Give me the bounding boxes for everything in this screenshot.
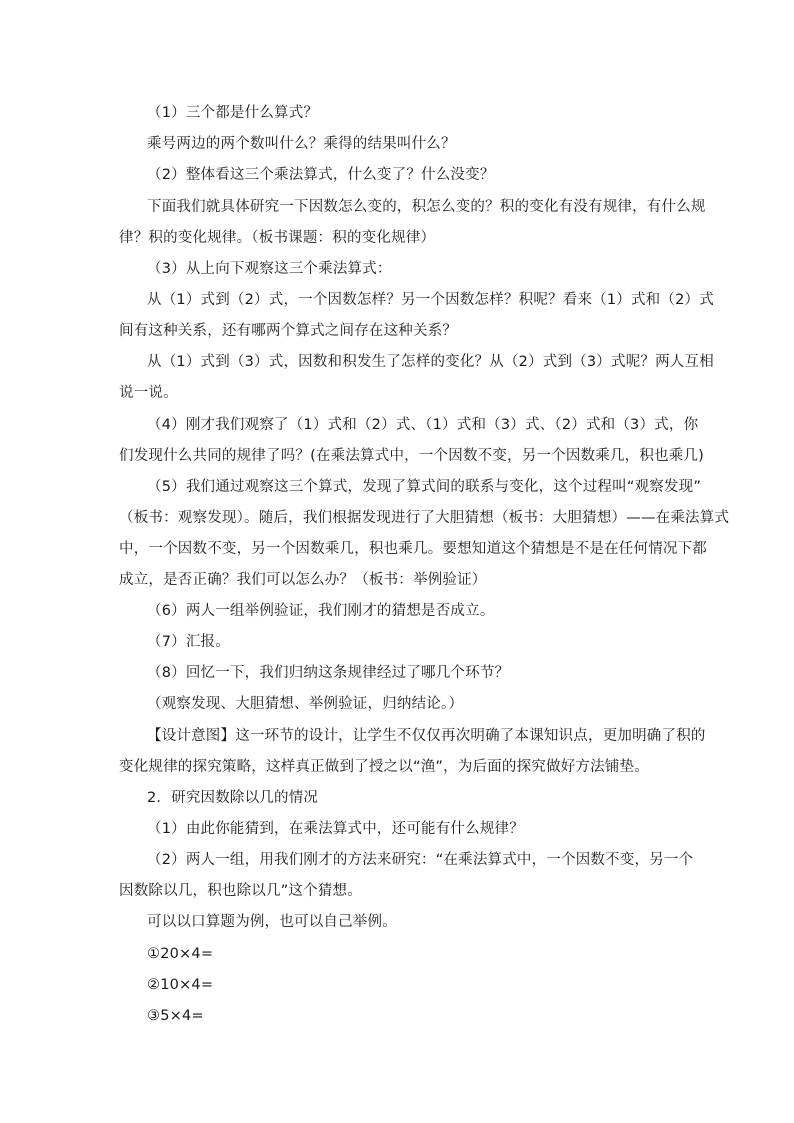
text-line: 间有这种关系，还有哪两个算式之间存在这种关系？ xyxy=(119,323,458,339)
text-line: （4）刚才我们观察了（1）式和（2）式、（1）式和（3）式、（2）式和（3）式，你 xyxy=(147,417,699,433)
text-line: （板书：观察发现）。随后，我们根据发现进行了大胆猜想（板书：大胆猜想）——在乘法算式 xyxy=(119,510,730,526)
text-line: 【设计意图】这一环节的设计，让学生不仅仅再次明确了本课知识点，更加明确了积的 xyxy=(147,728,706,744)
text-line: 从（1）式到（3）式，因数和积发生了怎样的变化？从（2）式到（3）式呢？两人互相 xyxy=(147,354,714,370)
text-line: 律？积的变化规律。（板书课题：积的变化规律） xyxy=(119,230,436,246)
text-line: 从（1）式到（2）式，一个因数怎样？另一个因数怎样？积呢？看来（1）式和（2）式 xyxy=(147,292,714,308)
text-line: 中，一个因数不变，另一个因数乘几，积也乘几。要想知道这个猜想是不是在任何情况下都 xyxy=(119,541,707,557)
text-line: （观察发现、大胆猜想、举例验证，归纳结论。） xyxy=(147,696,464,712)
text-line: （2）整体看这三个乘法算式，什么变了？什么没变？ xyxy=(147,167,495,183)
text-line: 下面我们就具体研究一下因数怎么变的，积怎么变的？积的变化有没有规律，有什么规 xyxy=(147,199,706,215)
text-line: （1）三个都是什么算式？ xyxy=(147,105,319,121)
text-line: 变化规律的探究策略，这样真正做到了授之以“渔”，为后面的探究做好方法铺垫。 xyxy=(119,759,649,775)
text-line: 因数除以几，积也除以几”这个猜想。 xyxy=(119,883,362,899)
text-line: （5）我们通过观察这三个算式，发现了算式间的联系与变化，这个过程叫“观察发现” xyxy=(147,479,702,495)
text-line: （7）汇报。 xyxy=(147,634,230,650)
text-line: （3）从上向下观察这三个乘法算式： xyxy=(147,261,392,277)
text-line: （1）由此你能猜到，在乘法算式中，还可能有什么规律？ xyxy=(147,821,524,837)
math-item: ③5×4= xyxy=(147,1008,204,1024)
text-line: （8）回忆一下，我们归纳这条规律经过了哪几个环节？ xyxy=(147,665,510,681)
math-item: ①20×4= xyxy=(147,946,214,962)
text-line: 可以以口算题为例，也可以自己举例。 xyxy=(147,914,397,930)
text-line: （2）两人一组，用我们刚才的方法来研究：“在乘法算式中，一个因数不变，另一个 xyxy=(147,852,694,868)
math-item: ②10×4= xyxy=(147,977,214,993)
text-line: 成立，是否正确？我们可以怎么办？（板书：举例验证） xyxy=(119,572,487,588)
text-line: 们发现什么共同的规律了吗？(在乘法算式中，一个因数不变，另一个因数乘几，积也乘几) xyxy=(119,448,705,464)
section-heading: 2．研究因数除以几的情况 xyxy=(147,790,319,806)
text-line: 说一说。 xyxy=(119,385,178,401)
text-line: （6）两人一组举例验证，我们刚才的猜想是否成立。 xyxy=(147,603,495,619)
text-line: 乘号两边的两个数叫什么？乘得的结果叫什么？ xyxy=(147,136,456,152)
